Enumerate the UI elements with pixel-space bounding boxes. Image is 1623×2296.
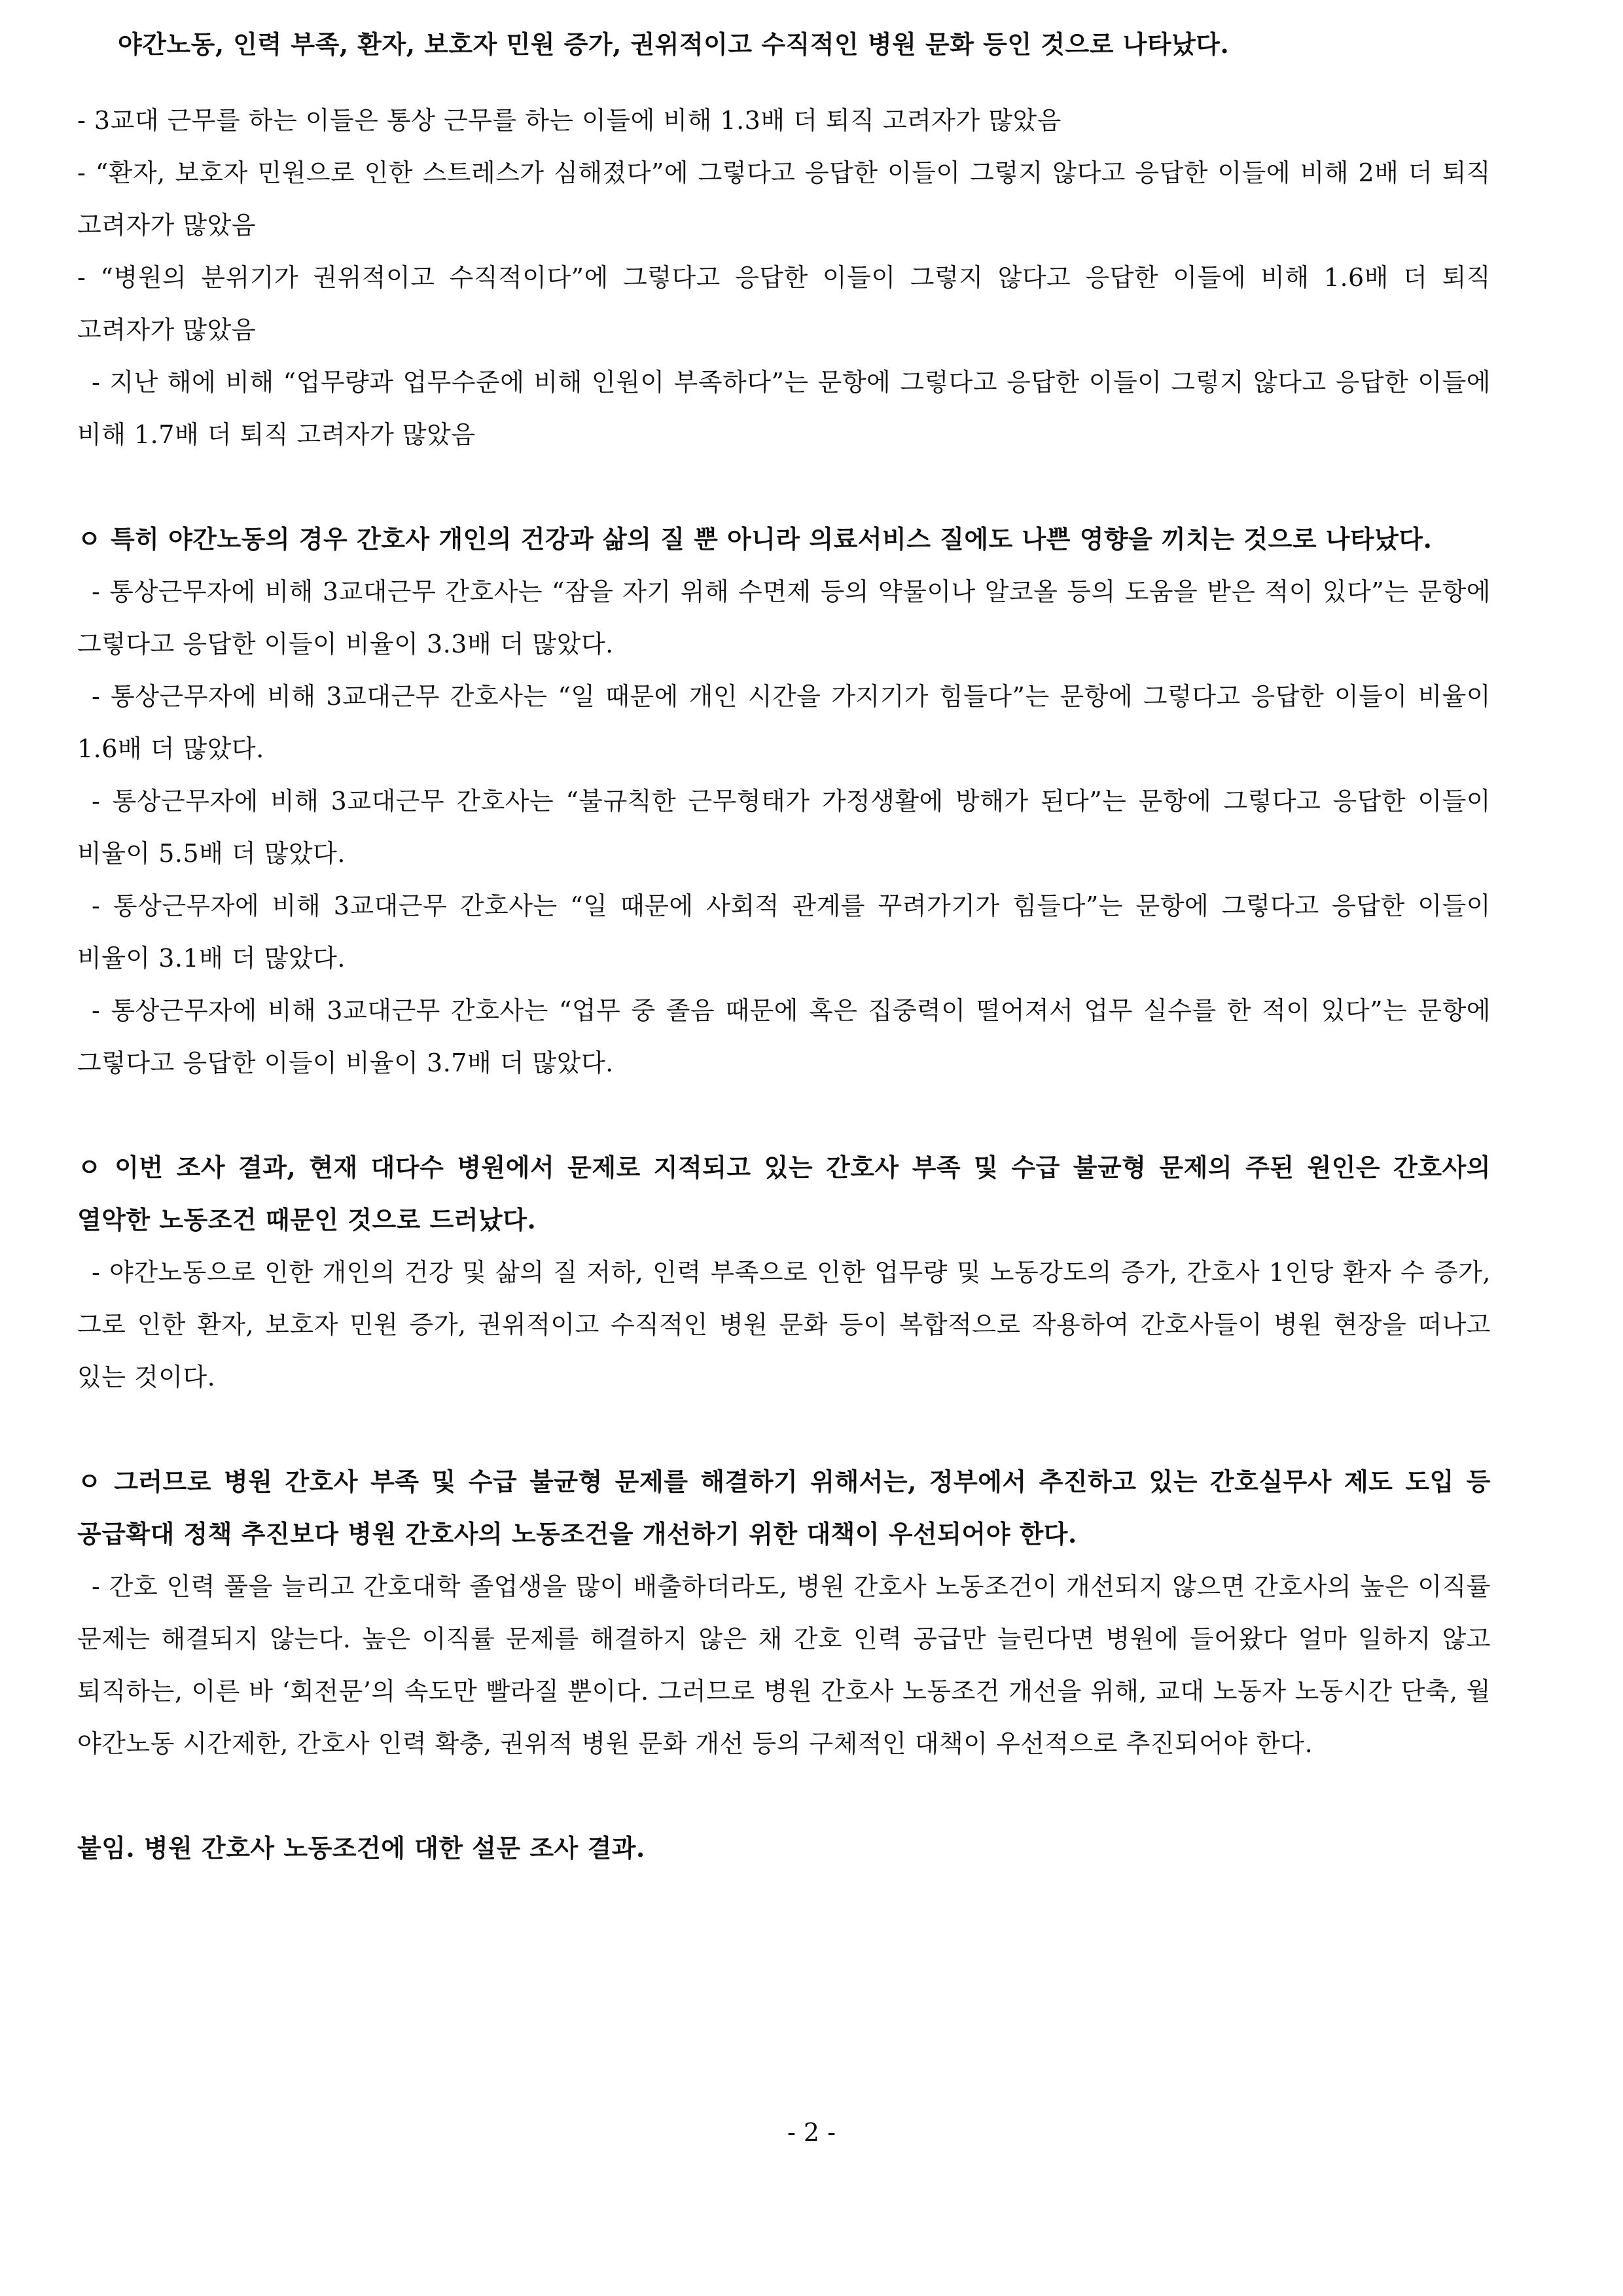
section3-heading: ㅇ 그러므로 병원 간호사 부족 및 수급 불균형 문제를 해결하기 위해서는, 정부에서 추진하고 있는 간호실무사 제도 도입 등 공급확대 정책 추진보다 병원 간호사의 노동조건을 개선하기 위한 대책이 우선되어야 한다. — [77, 1467, 1491, 1549]
section3-bullet: - 간호 인력 풀을 늘리고 간호대학 졸업생을 많이 배출하더라도, 병원 간호사 노동조건이 개선되지 않으면 간호사의 높은 이직률 문제는 해결되지 않는다. 높은 이직률 문제를 해결하지 않은 채 간호 인력 공급만 늘린다면 병원에 들어왔다 얼마 일하지 않고 퇴직하는, 이른 바 ‘회전문’의 속도만 빨라질 뿐이다. 그러므로 병원 간호사 노동조건 개선을 위해, 교대 노동자 노동시간 단축, 월 야간노동 시간제한, 간호사 인력 확충, 권위적 병원 문화 개선 등의 구체적인 대책이 우선적으로 추진되어야 한다. — [77, 1572, 1491, 1758]
section1-heading: ㅇ 특히 야간노동의 경우 간호사 개인의 건강과 삶의 질 뿐 아니라 의료서비스 질에도 나쁜 영향을 끼치는 것으로 나타났다. — [77, 524, 1433, 554]
section1-bullet: - 통상근무자에 비해 3교대근무 간호사는 “일 때문에 사회적 관계를 꾸려가기가 힘들다”는 문항에 그렇다고 응답한 이들이 비율이 3.1배 더 많았다. — [77, 891, 1491, 973]
intro-bullet: - “병원의 분위기가 권위적이고 수직적이다”에 그렇다고 응답한 이들이 그렇지 않다고 응답한 이들에 비해 1.6배 더 퇴직 고려자가 많았음 — [77, 263, 1491, 344]
section1-bullet: - 통상근무자에 비해 3교대근무 간호사는 “업무 중 졸음 때문에 혹은 집중력이 떨어져서 업무 실수를 한 적이 있다”는 문항에 그렇다고 응답한 이들이 비율이 3.7배 더 많았다. — [77, 996, 1491, 1077]
intro-line: 야간노동, 인력 부족, 환자, 보호자 민원 증가, 권위적이고 수직적인 병원 문화 등인 것으로 나타났다. — [118, 29, 1230, 59]
page-number: - 2 - — [787, 2118, 836, 2147]
section2-bullet: - 야간노동으로 인한 개인의 건강 및 삶의 질 저하, 인력 부족으로 인한 업무량 및 노동강도의 증가, 간호사 1인당 환자 수 증가, 그로 인한 환자, 보호자 민원 증가, 권위적이고 수직적인 병원 문화 등이 복합적으로 작용하여 간호사들이 병원 현장을 떠나고 있는 것이다. — [77, 1258, 1491, 1391]
section1-bullet: - 통상근무자에 비해 3교대근무 간호사는 “일 때문에 개인 시간을 가지기가 힘들다”는 문항에 그렇다고 응답한 이들이 비율이 1.6배 더 많았다. — [77, 682, 1491, 763]
intro-bullet: - 지난 해에 비해 “업무량과 업무수준에 비해 인원이 부족하다”는 문항에 그렇다고 응답한 이들이 그렇지 않다고 응답한 이들에 비해 1.7배 더 퇴직 고려자가 많았음 — [77, 368, 1491, 449]
spacer — [77, 1770, 1491, 1822]
intro-bullet: - “환자, 보호자 민원으로 인한 스트레스가 심해졌다”에 그렇다고 응답한 이들이 그렇지 않다고 응답한 이들에 비해 2배 더 퇴직 고려자가 많았음 — [77, 158, 1491, 240]
section2-heading: ㅇ 이번 조사 결과, 현재 대다수 병원에서 문제로 지적되고 있는 간호사 부족 및 수급 불균형 문제의 주된 원인은 간호사의 열악한 노동조건 때문인 것으로 드러났다. — [77, 1153, 1491, 1234]
section1-bullet: - 통상근무자에 비해 3교대근무 간호사는 “잠을 자기 위해 수면제 등의 약물이나 알코올 등의 도움을 받은 적이 있다”는 문항에 그렇다고 응답한 이들이 비율이 3.3배 더 많았다. — [77, 577, 1491, 658]
attachment-note: 붙임. 병원 간호사 노동조건에 대한 설문 조사 결과. — [77, 1833, 645, 1863]
spacer — [77, 1403, 1491, 1456]
section1-bullet: - 통상근무자에 비해 3교대근무 간호사는 “불규칙한 근무형태가 가정생활에 방해가 된다”는 문항에 그렇다고 응답한 이들이 비율이 5.5배 더 많았다. — [77, 787, 1491, 868]
intro-bullet: - 3교대 근무를 하는 이들은 통상 근무를 하는 이들에 비해 1.3배 더 퇴직 고려자가 많았음 — [77, 106, 1061, 135]
spacer — [77, 461, 1491, 513]
document-body — [77, 18, 1491, 1874]
spacer — [77, 1089, 1491, 1141]
spacer — [77, 71, 1491, 94]
